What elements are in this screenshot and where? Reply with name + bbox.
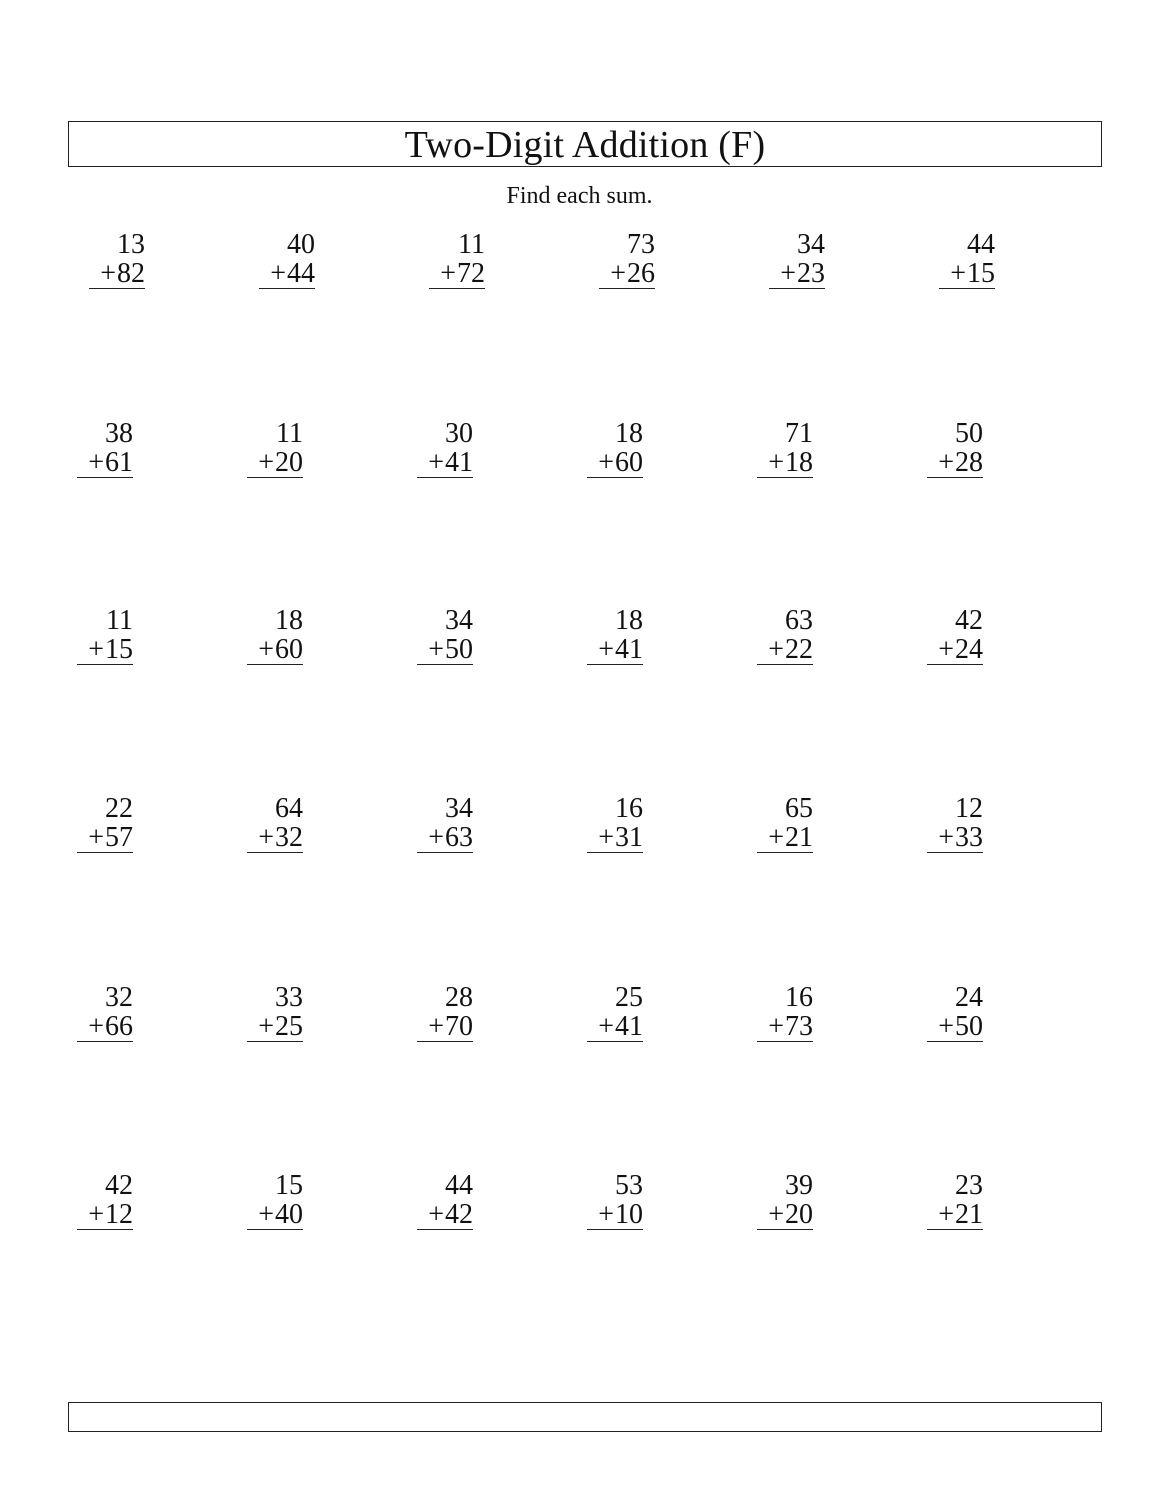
addend-bottom: 22 — [785, 634, 813, 665]
addend-top: 16 — [785, 982, 813, 1013]
addend-top: 34 — [445, 605, 473, 636]
footer-box — [68, 1402, 1102, 1432]
plus-sign: + — [938, 634, 954, 665]
plus-sign: + — [88, 1011, 104, 1042]
problem-3-2 — [247, 606, 303, 665]
addend-bottom-row — [77, 823, 133, 853]
addend-bottom-row — [417, 1012, 473, 1042]
addend-bottom-row — [927, 1200, 983, 1230]
plus-sign: + — [258, 1199, 274, 1230]
problem-2-1 — [77, 419, 133, 478]
plus-sign: + — [768, 447, 784, 478]
addend-top: 25 — [615, 982, 643, 1013]
addend-bottom-row — [77, 635, 133, 665]
addend-bottom: 73 — [785, 1011, 813, 1042]
problem-3-3 — [417, 606, 473, 665]
plus-sign: + — [258, 447, 274, 478]
problem-1-3 — [429, 230, 485, 289]
instruction-text: Find each sum. — [506, 183, 653, 209]
problem-5-2 — [247, 983, 303, 1042]
addend-bottom: 70 — [445, 1011, 473, 1042]
addend-top: 39 — [785, 1170, 813, 1201]
addend-bottom-row — [417, 635, 473, 665]
plus-sign: + — [258, 1011, 274, 1042]
addend-top: 22 — [105, 793, 133, 824]
problem-6-1 — [77, 1171, 133, 1230]
addend-top: 11 — [276, 418, 303, 449]
plus-sign: + — [428, 634, 444, 665]
addend-bottom-row — [927, 448, 983, 478]
problem-1-5 — [769, 230, 825, 289]
addend-top: 24 — [955, 982, 983, 1013]
plus-sign: + — [938, 1011, 954, 1042]
addend-top: 30 — [445, 418, 473, 449]
addend-top: 53 — [615, 1170, 643, 1201]
addend-top: 11 — [458, 229, 485, 260]
addend-bottom: 12 — [105, 1199, 133, 1230]
addend-bottom-row — [587, 635, 643, 665]
problem-3-5 — [757, 606, 813, 665]
addend-bottom: 61 — [105, 447, 133, 478]
addend-bottom: 50 — [955, 1011, 983, 1042]
plus-sign: + — [610, 258, 626, 289]
addend-top: 40 — [287, 229, 315, 260]
addend-bottom-row — [429, 259, 485, 289]
plus-sign: + — [88, 822, 104, 853]
addend-bottom-row — [417, 1200, 473, 1230]
plus-sign: + — [440, 258, 456, 289]
problem-2-6 — [927, 419, 983, 478]
addend-top: 16 — [615, 793, 643, 824]
plus-sign: + — [598, 1199, 614, 1230]
addend-top: 18 — [615, 605, 643, 636]
addend-bottom-row — [77, 1200, 133, 1230]
addend-bottom-row — [247, 1200, 303, 1230]
addend-bottom-row — [599, 259, 655, 289]
plus-sign: + — [88, 634, 104, 665]
problem-6-6 — [927, 1171, 983, 1230]
problem-6-2 — [247, 1171, 303, 1230]
addend-bottom: 41 — [615, 634, 643, 665]
problem-2-5 — [757, 419, 813, 478]
addend-bottom-row — [757, 635, 813, 665]
addend-bottom: 24 — [955, 634, 983, 665]
addend-bottom: 40 — [275, 1199, 303, 1230]
plus-sign: + — [768, 822, 784, 853]
addend-bottom-row — [259, 259, 315, 289]
addend-bottom-row — [247, 823, 303, 853]
problem-2-2 — [247, 419, 303, 478]
addend-bottom: 41 — [615, 1011, 643, 1042]
addend-bottom: 44 — [287, 258, 315, 289]
addend-bottom-row — [939, 259, 995, 289]
addend-bottom-row — [769, 259, 825, 289]
addend-bottom-row — [757, 823, 813, 853]
plus-sign: + — [88, 1199, 104, 1230]
addend-bottom: 72 — [457, 258, 485, 289]
addend-bottom-row — [247, 635, 303, 665]
addend-top: 23 — [955, 1170, 983, 1201]
addend-top: 28 — [445, 982, 473, 1013]
plus-sign: + — [768, 634, 784, 665]
addend-top: 44 — [967, 229, 995, 260]
problem-4-1 — [77, 794, 133, 853]
addend-bottom-row — [927, 1012, 983, 1042]
plus-sign: + — [428, 1199, 444, 1230]
addend-top: 13 — [117, 229, 145, 260]
addend-bottom: 32 — [275, 822, 303, 853]
addend-top: 63 — [785, 605, 813, 636]
addend-bottom-row — [247, 1012, 303, 1042]
plus-sign: + — [258, 634, 274, 665]
problem-1-2 — [259, 230, 315, 289]
addend-bottom: 15 — [105, 634, 133, 665]
addend-bottom-row — [587, 1012, 643, 1042]
addend-top: 34 — [445, 793, 473, 824]
problem-5-1 — [77, 983, 133, 1042]
plus-sign: + — [768, 1199, 784, 1230]
addend-bottom-row — [927, 823, 983, 853]
addend-bottom: 21 — [955, 1199, 983, 1230]
addend-bottom: 42 — [445, 1199, 473, 1230]
addend-bottom: 18 — [785, 447, 813, 478]
addend-top: 34 — [797, 229, 825, 260]
problem-1-6 — [939, 230, 995, 289]
plus-sign: + — [428, 822, 444, 853]
addend-bottom: 21 — [785, 822, 813, 853]
addend-top: 44 — [445, 1170, 473, 1201]
problem-6-3 — [417, 1171, 473, 1230]
problem-1-1 — [89, 230, 145, 289]
addend-bottom: 10 — [615, 1199, 643, 1230]
addend-bottom-row — [587, 823, 643, 853]
addend-top: 33 — [275, 982, 303, 1013]
addend-top: 42 — [105, 1170, 133, 1201]
addend-top: 42 — [955, 605, 983, 636]
addend-top: 50 — [955, 418, 983, 449]
problem-5-4 — [587, 983, 643, 1042]
plus-sign: + — [938, 1199, 954, 1230]
addend-bottom: 15 — [967, 258, 995, 289]
addend-top: 73 — [627, 229, 655, 260]
worksheet-title: Two-Digit Addition (F) — [404, 124, 766, 166]
addend-bottom-row — [587, 448, 643, 478]
plus-sign: + — [950, 258, 966, 289]
addend-bottom: 23 — [797, 258, 825, 289]
problem-4-4 — [587, 794, 643, 853]
problem-3-4 — [587, 606, 643, 665]
addend-top: 12 — [955, 793, 983, 824]
addend-bottom: 26 — [627, 258, 655, 289]
addend-bottom: 31 — [615, 822, 643, 853]
addend-top: 38 — [105, 418, 133, 449]
addend-bottom-row — [757, 1012, 813, 1042]
addend-bottom-row — [417, 448, 473, 478]
addend-top: 71 — [785, 418, 813, 449]
plus-sign: + — [598, 1011, 614, 1042]
addend-top: 18 — [275, 605, 303, 636]
addend-bottom-row — [89, 259, 145, 289]
addend-bottom-row — [587, 1200, 643, 1230]
addend-bottom: 66 — [105, 1011, 133, 1042]
addend-bottom-row — [927, 635, 983, 665]
addend-bottom-row — [757, 448, 813, 478]
addend-bottom: 28 — [955, 447, 983, 478]
problem-4-3 — [417, 794, 473, 853]
plus-sign: + — [258, 822, 274, 853]
plus-sign: + — [100, 258, 116, 289]
addend-bottom: 20 — [275, 447, 303, 478]
plus-sign: + — [938, 447, 954, 478]
problem-4-6 — [927, 794, 983, 853]
problem-4-2 — [247, 794, 303, 853]
addend-top: 18 — [615, 418, 643, 449]
problem-4-5 — [757, 794, 813, 853]
addend-bottom: 41 — [445, 447, 473, 478]
plus-sign: + — [428, 1011, 444, 1042]
addend-bottom-row — [417, 823, 473, 853]
plus-sign: + — [88, 447, 104, 478]
addend-bottom-row — [247, 448, 303, 478]
problem-6-4 — [587, 1171, 643, 1230]
addend-bottom: 20 — [785, 1199, 813, 1230]
addend-bottom: 60 — [615, 447, 643, 478]
plus-sign: + — [270, 258, 286, 289]
plus-sign: + — [780, 258, 796, 289]
addend-bottom: 60 — [275, 634, 303, 665]
problem-2-3 — [417, 419, 473, 478]
addend-bottom: 57 — [105, 822, 133, 853]
addend-top: 32 — [105, 982, 133, 1013]
addend-top: 11 — [106, 605, 133, 636]
addend-bottom-row — [77, 448, 133, 478]
addend-bottom: 63 — [445, 822, 473, 853]
addend-bottom-row — [757, 1200, 813, 1230]
addend-bottom: 25 — [275, 1011, 303, 1042]
addend-top: 65 — [785, 793, 813, 824]
addend-top: 15 — [275, 1170, 303, 1201]
problem-3-1 — [77, 606, 133, 665]
problem-1-4 — [599, 230, 655, 289]
problem-5-6 — [927, 983, 983, 1042]
problem-5-5 — [757, 983, 813, 1042]
addend-bottom: 50 — [445, 634, 473, 665]
addend-top: 64 — [275, 793, 303, 824]
plus-sign: + — [428, 447, 444, 478]
addend-bottom: 82 — [117, 258, 145, 289]
plus-sign: + — [598, 447, 614, 478]
problem-5-3 — [417, 983, 473, 1042]
addend-bottom: 33 — [955, 822, 983, 853]
plus-sign: + — [598, 822, 614, 853]
addend-bottom-row — [77, 1012, 133, 1042]
plus-sign: + — [598, 634, 614, 665]
problem-6-5 — [757, 1171, 813, 1230]
plus-sign: + — [768, 1011, 784, 1042]
problem-3-6 — [927, 606, 983, 665]
plus-sign: + — [938, 822, 954, 853]
problem-2-4 — [587, 419, 643, 478]
